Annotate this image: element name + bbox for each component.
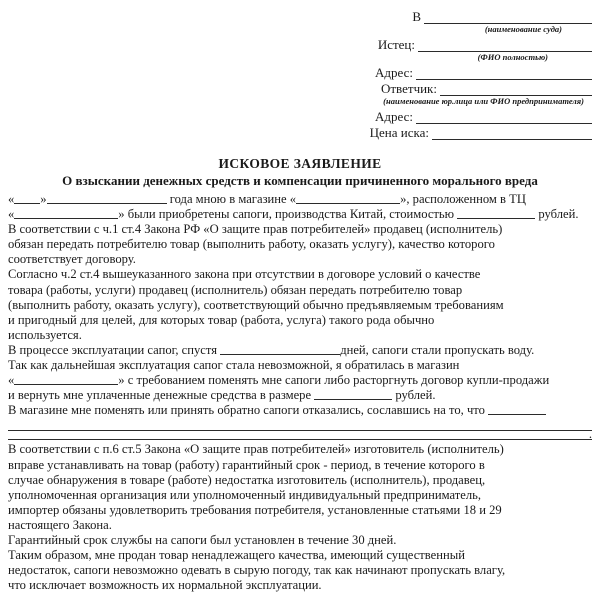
paragraph-law-part2	[8, 267, 592, 342]
quote-open-1: «	[8, 192, 15, 206]
defect-line-2: Так как дальнейшая эксплуатация сапог стала невозможной, я обратилась в магазин	[8, 358, 460, 373]
page-title: ИСКОВОЕ ЗАЯВЛЕНИЕ	[218, 156, 382, 171]
plaintiff-hint: (ФИО полностью)	[477, 52, 548, 62]
law-part1-line-3: соответствует договору.	[8, 252, 136, 267]
defect-text-4: и вернуть мне уплаченные денежные средства в размере	[8, 388, 312, 403]
refusal-reason-period: .	[588, 427, 592, 442]
conclusion-line-1: Таким образом, мне продан товар ненадлежащего качества, имеющий существенный	[8, 548, 465, 563]
defect-line-1	[8, 343, 592, 358]
refund-amount-input-line[interactable]	[314, 388, 392, 400]
quote-open-3: «	[8, 373, 15, 388]
law-part2-line-3: (выполнить работу, оказать услугу), соответствующий обычно предъявляемым требованиям	[8, 297, 504, 312]
defect-line-4	[8, 388, 592, 403]
page-subtitle: О взыскании денежных средств и компенсации причиненного морального вреда	[62, 173, 538, 188]
defendant-hint-row	[8, 96, 592, 108]
defect-text-1: В процессе эксплуатации сапог, спустя	[8, 342, 218, 357]
purchase-text-1: года мною в магазине «	[169, 192, 297, 206]
law-part1-line-2: обязан передать потребителю товар (выполнить работу, оказать услугу), качество которого	[8, 237, 495, 252]
plaintiff-label: Истец:	[377, 37, 415, 52]
document-header	[8, 6, 592, 140]
warranty-term-line: Гарантийный срок службы на сапоги был установлен в течение 30 дней.	[8, 532, 397, 547]
defect-line-3	[8, 373, 592, 388]
defendant-input-line[interactable]	[440, 82, 592, 96]
quote-open-2: «	[8, 207, 15, 222]
day-input-line[interactable]	[14, 192, 40, 204]
warranty-law-line-4: уполномоченная организация или уполномоченный индивидуальный предприниматель,	[8, 487, 481, 502]
law-part1-line-1: В соответствии с ч.1 ст.4 Закона РФ «О защите прав потребителей» продавец (исполнитель)	[8, 222, 503, 237]
claim-price-input-line[interactable]	[432, 126, 592, 140]
defect-text-5: рублей.	[395, 388, 436, 403]
defendant-hint: (наименование юр.лица или ФИО предпринимателя)	[383, 96, 584, 106]
plaintiff-hint-row	[8, 52, 592, 64]
plaintiff-address-input-line[interactable]	[416, 66, 592, 80]
paragraph-law-part1	[8, 222, 592, 267]
defendant-address-field-row	[8, 108, 592, 124]
defect-text-6: В магазине мне поменять или принять обратно сапоги отказались, сославшись на то, что	[8, 403, 485, 418]
warranty-law-line-6: настоящего Закона.	[8, 517, 112, 532]
purchase-line-2	[8, 207, 592, 222]
conclusion-line-3: что исключает возможность их нормальной эксплуатации.	[8, 578, 322, 593]
section-divider	[8, 439, 592, 440]
defendant-label: Ответчик:	[380, 81, 437, 96]
court-input-line[interactable]	[424, 10, 592, 24]
claim-price-field-row	[8, 124, 592, 140]
paragraph-warranty-law	[8, 442, 592, 533]
purchase-text-4: рублей.	[538, 207, 579, 222]
plaintiff-address-field-row	[8, 64, 592, 80]
court-label: В	[412, 9, 421, 24]
warranty-law-line-2: вправе устанавливать на товар (работу) гарантийный срок - период, в течение которого в	[8, 457, 485, 472]
shop-name-input-line[interactable]	[296, 192, 400, 204]
refusal-reason-input-line[interactable]	[488, 403, 546, 415]
warranty-law-line-5: импортер обязаны удовлетворить требования потребителя, установленные статьями 18 и 29	[8, 502, 502, 517]
price-input-line[interactable]	[457, 207, 535, 219]
paragraph-conclusion	[8, 548, 592, 593]
defect-text-2: дней, сапоги стали пропускать воду.	[340, 342, 535, 357]
defendant-address-label: Адрес:	[375, 109, 413, 124]
days-input-line[interactable]	[220, 343, 340, 355]
paragraph-warranty-term	[8, 533, 592, 548]
plaintiff-field-row	[8, 36, 592, 52]
document-body	[8, 192, 592, 593]
purchase-line-1	[8, 192, 592, 207]
mall-name-input-line[interactable]	[14, 207, 118, 219]
plaintiff-address-label: Адрес:	[375, 65, 413, 80]
quote-close-1: »	[40, 192, 47, 206]
plaintiff-input-line[interactable]	[418, 38, 592, 52]
purchase-text-3: » были приобретены сапоги, производства Китай, стоимостью	[118, 207, 455, 222]
court-field-row	[8, 8, 592, 24]
law-part2-line-2: товара (работы, услуги) продавец (исполнитель) обязан передать потребителю товар	[8, 282, 463, 297]
defendant-field-row	[8, 80, 592, 96]
refusal-reason-full-line[interactable]	[8, 419, 592, 431]
court-hint: (наименование суда)	[484, 24, 562, 34]
law-part2-line-1: Согласно ч.2 ст.4 вышеуказанного закона при отсутствии в договоре условий о качестве	[8, 267, 481, 282]
defect-text-3: » с требованием поменять мне сапоги либо расторгнуть договор купли-продажи	[118, 373, 550, 388]
paragraph-defect	[8, 343, 592, 418]
defect-line-5	[8, 403, 592, 418]
warranty-law-line-1: В соответствии с п.6 ст.5 Закона «О защите прав потребителей» изготовитель (исполнитель)	[8, 442, 504, 457]
law-part2-line-5: используется.	[8, 327, 82, 342]
purchase-text-2: », расположенном в ТЦ	[400, 192, 526, 206]
paragraph-purchase	[8, 192, 592, 222]
conclusion-line-2: недостаток, сапоги невозможно одевать в сырую погоду, так как начинают пропускать влагу,	[8, 563, 506, 578]
month-year-input-line[interactable]	[47, 192, 167, 204]
warranty-law-line-3: случае обнаружения в товаре (работе) недостатка изготовитель (исполнитель), продавец,	[8, 472, 486, 487]
shop-name2-input-line[interactable]	[14, 373, 118, 385]
defendant-address-input-line[interactable]	[416, 110, 592, 124]
court-hint-row	[8, 24, 592, 36]
claim-price-label: Цена иска:	[369, 125, 429, 140]
law-part2-line-4: и пригодный для целей, для которых товар (работа, услуга) такого рода обычно	[8, 312, 435, 327]
